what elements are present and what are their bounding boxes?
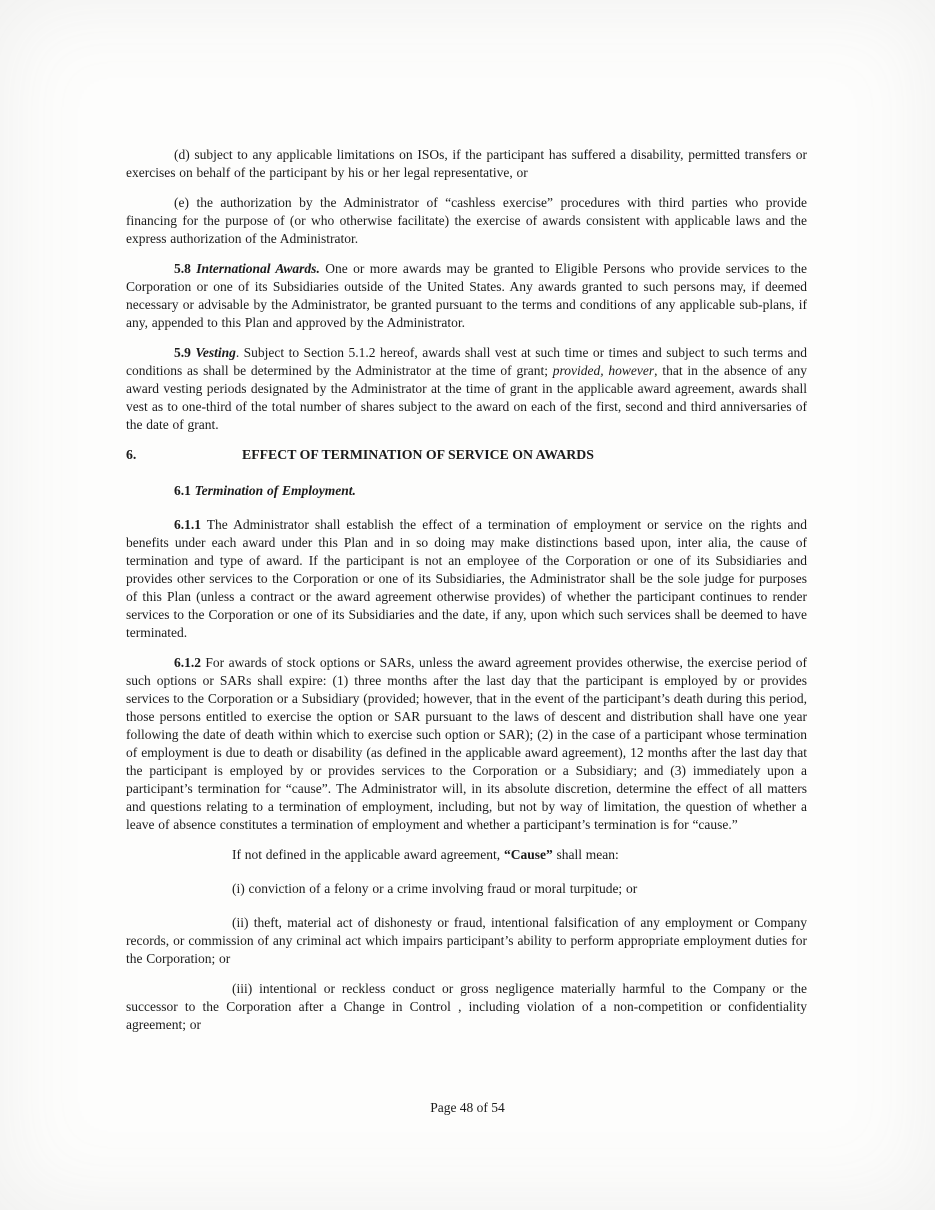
text-run: 6.1 bbox=[174, 483, 195, 498]
paragraph-cause-iii bbox=[126, 980, 807, 1034]
text-run: 6.1.1 bbox=[174, 517, 201, 532]
paragraph-e bbox=[126, 194, 807, 248]
section-6-heading bbox=[126, 446, 807, 464]
text-run: (d) subject to any applicable limitations on ISOs, if the participant has suffered a disability, permitted transfers or exercises on behalf of the participant by his or her legal representative, or bbox=[126, 147, 807, 180]
section-title: EFFECT OF TERMINATION OF SERVICE ON AWARDS bbox=[242, 447, 594, 462]
text-run: (ii) theft, material act of dishonesty or fraud, intentional falsification of any employment or Company records, or commission of any criminal act which impairs participant’s ability to perform appropriate employment duties for the Corporation; or bbox=[126, 915, 807, 966]
text-run: , that in the absence of any award vesting periods designated by the Administrator at the time of grant in the applicable award agreement, awards shall vest as to one-third of the total number of shares subject to the award on each of the first, second and third anniversaries of the date of grant. bbox=[126, 363, 807, 432]
text-run: (e) the authorization by the Administrator of “cashless exercise” procedures with third parties who provide financing for the purpose of (or who otherwise facilitate) the exercise of awards consistent with applicable laws and the express authorization of the Administrator. bbox=[126, 195, 807, 246]
paragraph-5-9-vesting bbox=[126, 344, 807, 434]
text-run: For awards of stock options or SARs, unless the award agreement provides otherwise, the exercise period of such options or SARs shall expire: (1) three months after the last day that the participant is employed by or provides services to the Corporation or a Subsidiary (provided; however, that in the event of the participant’s death during this period, those persons entitled to exercise the option or SAR pursuant to the laws of descent and distribution shall have one year following the date of death within which to exercise such option or SAR); (2) in the case of a participant whose termination of employment is due to death or disability (as defined in the applicable award agreement), 12 months after the last day that the participant is employed by or provides services to the Corporation or a Subsidiary; and (3) immediately upon a participant’s termination for “cause”. The Administrator will, in its absolute discretion, determine the effect of all matters and questions relating to a termination of employment, including, but not by way of limitation, the question of whether a leave of absence constitutes a termination of employment and whether a participant’s termination is for “cause.” bbox=[126, 655, 807, 832]
paragraph-6-1-2 bbox=[126, 654, 807, 834]
text-run: shall mean: bbox=[552, 847, 619, 862]
document-content bbox=[126, 146, 807, 1046]
text-run: 5.9 bbox=[174, 345, 196, 360]
text-run: 5.8 bbox=[174, 261, 197, 276]
text-run: Vesting bbox=[195, 345, 236, 360]
text-run: (iii) intentional or reckless conduct or gross negligence materially harmful to the Company or the successor to the Corporation after a Change in Control , including violation of a non-competition or confidentiality agreement; or bbox=[126, 981, 807, 1032]
paragraph-6-1-1 bbox=[126, 516, 807, 642]
text-run: provided, however bbox=[552, 363, 655, 378]
section-number: 6. bbox=[126, 447, 137, 462]
page-number: Page 48 of 54 bbox=[430, 1100, 505, 1115]
paragraph-5-8-international-awards bbox=[126, 260, 807, 332]
text-run: The Administrator shall establish the effect of a termination of employment or service on the rights and benefits under each award under this Plan and in so doing may make distinctions based upon, inter alia, the cause of termination and type of award. If the participant is not an employee of the Corporation or one of its Subsidiaries and provides other services to the Corporation or one of its Subsidiaries, the Administrator shall be the sole judge for purposes of this Plan (unless a contract or the award agreement otherwise provides) of whether the participant continues to render services to the Corporation or one of its Subsidiaries and the date, if any, upon which such services shall be deemed to have terminated. bbox=[126, 517, 807, 640]
text-run: If not defined in the applicable award agreement, bbox=[232, 847, 504, 862]
text-run: International Awards. bbox=[196, 261, 320, 276]
text-run: One or more awards may be granted to Eligible Persons who provide services to the Corporation or one of its Subsidiaries outside of the United States. Any awards granted to such persons may, if deemed necessary or advisable by the Administrator, be granted pursuant to the terms and conditions of any applicable sub-plans, if any, appended to this Plan and approved by the Administrator. bbox=[126, 261, 807, 330]
paragraph-cause-i bbox=[126, 880, 807, 898]
text-run: 6.1.2 bbox=[174, 655, 201, 670]
text-run: . Subject to Section 5.1.2 hereof, awards shall vest at such time or times and subject to such terms and conditions as shall be determined by the Administrator at the time of grant; bbox=[126, 345, 807, 378]
paragraph-6-1-termination-of-employment bbox=[126, 482, 807, 500]
text-run: Termination of Employment. bbox=[194, 483, 356, 498]
paragraph-cause-ii bbox=[126, 914, 807, 968]
text-run: “Cause” bbox=[503, 847, 553, 862]
page-footer bbox=[0, 1100, 935, 1116]
paragraph-d bbox=[126, 146, 807, 182]
text-run: (i) conviction of a felony or a crime involving fraud or moral turpitude; or bbox=[232, 881, 638, 896]
paragraph-cause-definition-lead bbox=[126, 846, 807, 864]
